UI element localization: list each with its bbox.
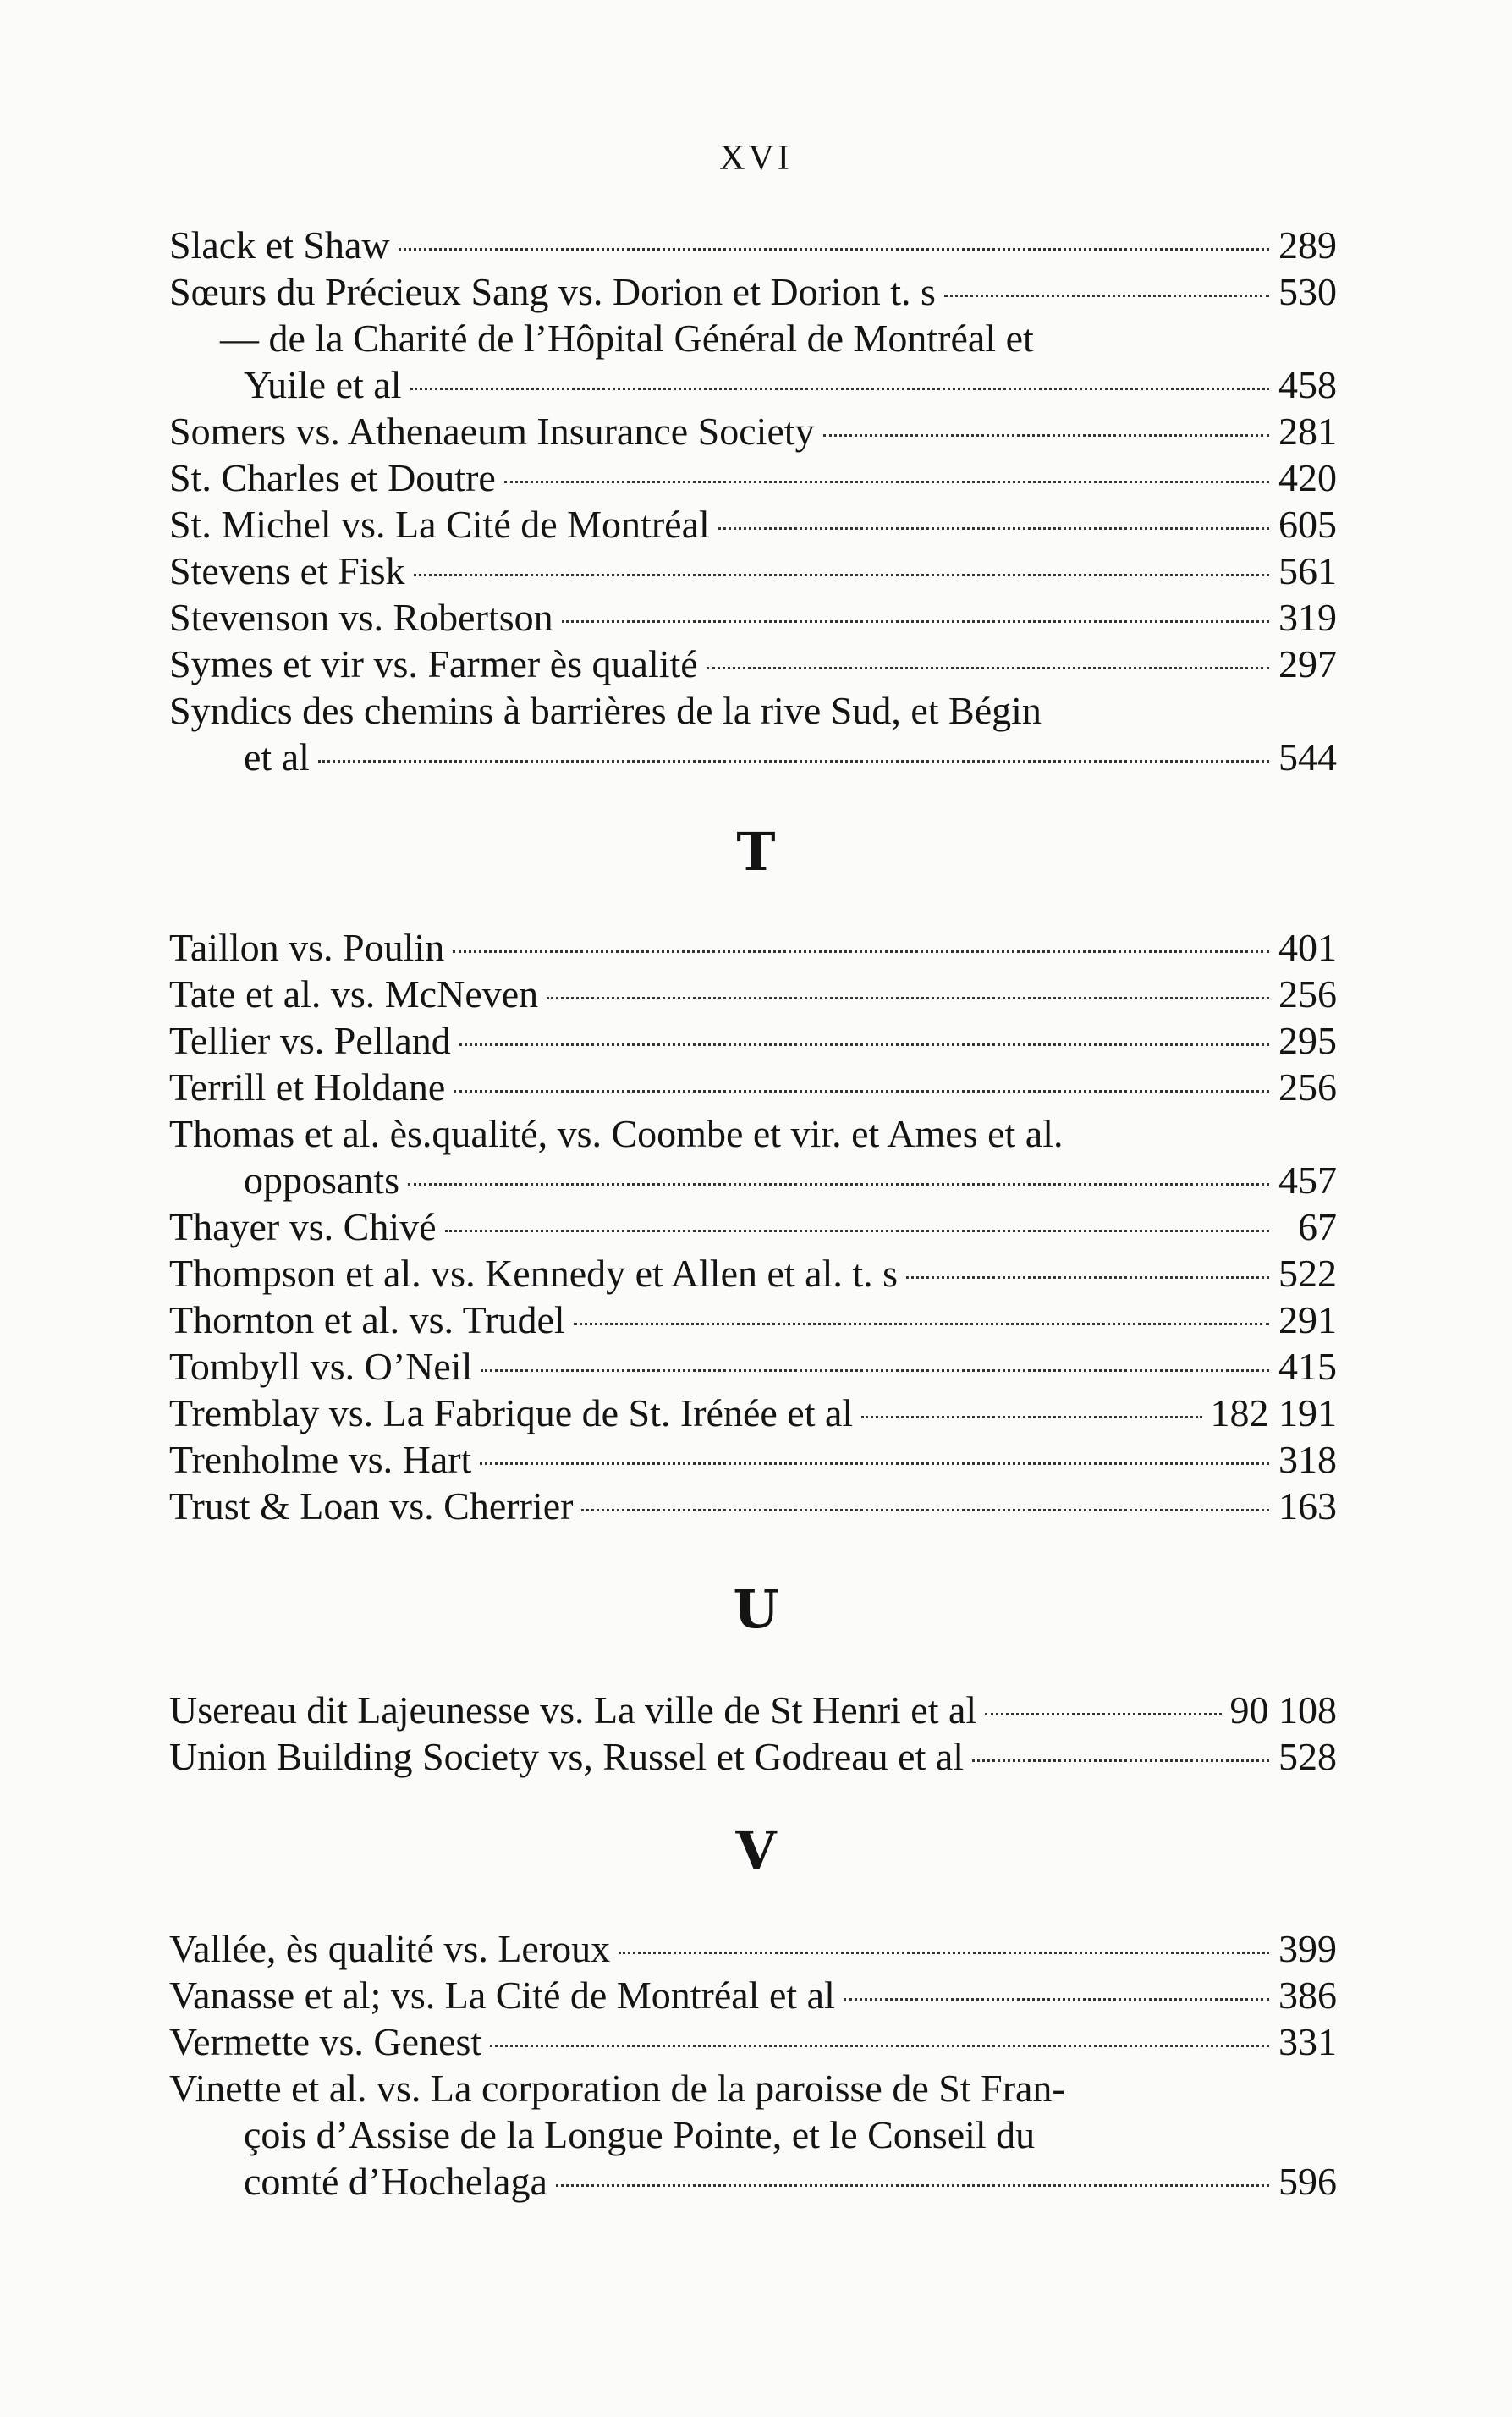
- index-section-v: [169, 1925, 1337, 2205]
- index-entry: [169, 2018, 1337, 2065]
- page-number: XVI: [719, 139, 793, 178]
- index-entry: [169, 1017, 1337, 1064]
- section-letter-v: V: [735, 1820, 777, 1881]
- dot-leader: [481, 1369, 1269, 1372]
- dot-leader: [504, 481, 1269, 483]
- dot-leader: [562, 620, 1269, 623]
- entry-text: Thornton et al. vs. Trudel: [169, 1298, 565, 1341]
- index-entry: [169, 1343, 1337, 1390]
- dot-leader: [454, 1090, 1269, 1093]
- page-ref: 544: [1278, 735, 1337, 779]
- entry-text: Sœurs du Précieux Sang vs. Dorion et Dorion t. s: [169, 270, 936, 313]
- dot-leader: [972, 1759, 1269, 1762]
- dot-leader: [985, 1713, 1221, 1715]
- entry-text: Terrill et Holdane: [169, 1065, 446, 1109]
- entry-text: Usereau dit Lajeunesse vs. La ville de St Henri et al: [169, 1688, 977, 1732]
- index-entry: [169, 1972, 1337, 2018]
- page-ref: 318: [1278, 1438, 1337, 1481]
- entry-text: Tate et al. vs. McNeven: [169, 972, 539, 1016]
- index-entry: [169, 1297, 1337, 1343]
- dot-leader: [581, 1509, 1269, 1511]
- index-entry: [169, 408, 1337, 454]
- page-ref: 289: [1278, 223, 1337, 267]
- page-ref: 67: [1298, 1205, 1337, 1248]
- page-ref: 386: [1278, 1974, 1337, 2017]
- entry-text-line: et al: [244, 735, 310, 779]
- index-entry: [169, 222, 1337, 268]
- page-ref: 291: [1278, 1298, 1337, 1341]
- index-entry: [169, 1390, 1337, 1436]
- page-ref: 163: [1278, 1484, 1337, 1528]
- page-ref: 182 191: [1210, 1391, 1337, 1434]
- index-section-u: [169, 1687, 1337, 1780]
- entry-text: Thompson et al. vs. Kennedy et Allen et al. t. s: [169, 1252, 899, 1295]
- dot-leader: [459, 1043, 1269, 1046]
- dot-leader: [547, 997, 1269, 999]
- page-ref: 458: [1278, 363, 1337, 406]
- dot-leader: [399, 248, 1269, 251]
- entry-text-line: Vinette et al. vs. La corporation de la paroisse de St Fran-: [169, 2067, 1065, 2110]
- dot-leader: [906, 1276, 1269, 1279]
- dot-leader: [414, 574, 1269, 576]
- dot-leader: [453, 950, 1269, 953]
- dot-leader: [944, 295, 1269, 297]
- index-entry: [169, 315, 1337, 408]
- page-ref: 420: [1278, 456, 1337, 499]
- dot-leader: [410, 388, 1270, 390]
- dot-leader: [408, 1183, 1269, 1186]
- entry-text: Trenholme vs. Hart: [169, 1438, 472, 1481]
- index-entry: [169, 641, 1337, 687]
- entry-text: Vermette vs. Genest: [169, 2020, 482, 2063]
- index-entry: [169, 1925, 1337, 1972]
- index-entry: [169, 501, 1337, 548]
- dot-leader: [718, 527, 1269, 530]
- entry-text: Tellier vs. Pelland: [169, 1019, 451, 1062]
- index-entry: [169, 454, 1337, 501]
- index-entry: [169, 1733, 1337, 1780]
- section-letter-u: U: [733, 1578, 779, 1640]
- dot-leader: [619, 1952, 1269, 1954]
- page-ref: 297: [1278, 642, 1337, 685]
- index-entry: [169, 924, 1337, 971]
- page-ref: 605: [1278, 503, 1337, 546]
- entry-text-line: — de la Charité de l’Hôpital Général de Montréal et: [220, 317, 1034, 360]
- index-entry: [169, 1483, 1337, 1529]
- entry-text: Trust & Loan vs. Cherrier: [169, 1484, 574, 1528]
- index-entry: [169, 1250, 1337, 1297]
- page-ref: 281: [1278, 410, 1337, 453]
- index-entry: [169, 1687, 1337, 1733]
- entry-text: Slack et Shaw: [169, 223, 390, 267]
- index-entry: [169, 2065, 1337, 2205]
- dot-leader: [318, 760, 1269, 763]
- page-ref: 530: [1278, 270, 1337, 313]
- dot-leader: [823, 434, 1269, 437]
- entry-text: Somers vs. Athenaeum Insurance Society: [169, 410, 815, 453]
- entry-text: Vallée, ès qualité vs. Leroux: [169, 1927, 611, 1970]
- dot-leader: [707, 667, 1269, 669]
- dot-leader: [844, 1998, 1269, 2001]
- page-ref: 319: [1278, 596, 1337, 639]
- index-entry: [169, 268, 1337, 315]
- page-ref: 399: [1278, 1927, 1337, 1970]
- dot-leader: [490, 2045, 1269, 2047]
- dot-leader: [556, 2184, 1269, 2187]
- page-ref: 457: [1278, 1159, 1337, 1202]
- page-ref: 561: [1278, 549, 1337, 592]
- entry-text: Stevenson vs. Robertson: [169, 596, 553, 639]
- dot-leader: [445, 1230, 1269, 1232]
- page-ref: 256: [1278, 972, 1337, 1016]
- page-ref: 528: [1278, 1735, 1337, 1778]
- entry-text-line: opposants: [244, 1159, 399, 1202]
- entry-text: Tremblay vs. La Fabrique de St. Irénée et al: [169, 1391, 854, 1434]
- page-ref: 401: [1278, 926, 1337, 969]
- index-entry: [169, 1436, 1337, 1483]
- entry-text: Taillon vs. Poulin: [169, 926, 445, 969]
- page-ref: 256: [1278, 1065, 1337, 1109]
- index-entry: [169, 594, 1337, 641]
- index-entry: [169, 1203, 1337, 1250]
- index-entry: [169, 1064, 1337, 1110]
- dot-leader: [861, 1416, 1201, 1418]
- dot-leader: [574, 1323, 1269, 1325]
- entry-text: Union Building Society vs, Russel et Godreau et al: [169, 1735, 965, 1778]
- entry-text: Symes et vir vs. Farmer ès qualité: [169, 642, 698, 685]
- page-ref: 90 108: [1229, 1688, 1337, 1732]
- index-entry: [169, 687, 1337, 780]
- entry-text: Stevens et Fisk: [169, 549, 405, 592]
- section-letter-t: T: [736, 821, 776, 883]
- entry-text-line: Thomas et al. ès.qualité, vs. Coombe et vir. et Ames et al.: [169, 1112, 1064, 1155]
- entry-text: Thayer vs. Chivé: [169, 1205, 437, 1248]
- index-section-t: [169, 924, 1337, 1529]
- entry-text-line: Syndics des chemins à barrières de la rive Sud, et Bégin: [169, 689, 1042, 732]
- entry-text-line: Yuile et al: [244, 363, 402, 406]
- entry-text: St. Charles et Doutre: [169, 456, 496, 499]
- entry-text: Vanasse et al; vs. La Cité de Montréal et al: [169, 1974, 835, 2017]
- page-ref: 596: [1278, 2160, 1337, 2203]
- index-section-s: [169, 222, 1337, 780]
- index-entry: [169, 1110, 1337, 1203]
- dot-leader: [480, 1462, 1269, 1465]
- index-entry: [169, 548, 1337, 594]
- page-ref: 522: [1278, 1252, 1337, 1295]
- index-entry: [169, 971, 1337, 1017]
- entry-text: St. Michel vs. La Cité de Montréal: [169, 503, 710, 546]
- page-ref: 331: [1278, 2020, 1337, 2063]
- entry-text: Tombyll vs. O’Neil: [169, 1345, 473, 1388]
- page-ref: 415: [1278, 1345, 1337, 1388]
- page-ref: 295: [1278, 1019, 1337, 1062]
- entry-text-line: çois d’Assise de la Longue Pointe, et le Conseil du: [244, 2113, 1036, 2156]
- entry-text-line: comté d’Hochelaga: [244, 2160, 547, 2203]
